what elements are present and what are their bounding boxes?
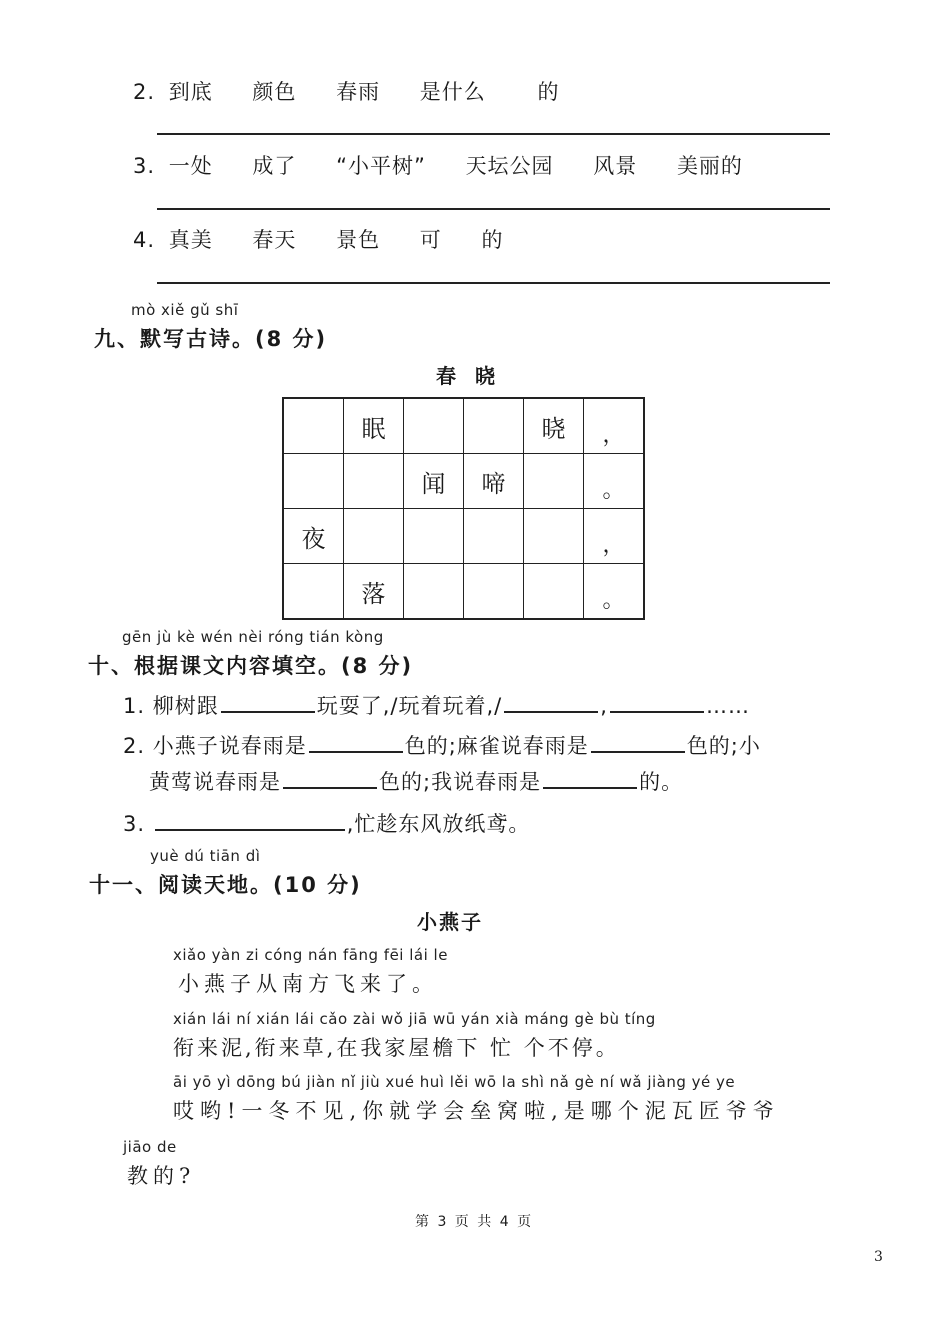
- word-chip: 的: [481, 228, 504, 252]
- word-chip: 天坛公园: [465, 154, 554, 178]
- word-chip: 春天: [252, 228, 297, 252]
- word-chip: 可: [419, 228, 442, 252]
- grid-cell[interactable]: 眠: [344, 398, 404, 454]
- word-chip: 成了: [252, 154, 297, 178]
- question-number: 3.: [133, 154, 156, 178]
- section-9-pinyin: mò xiě gǔ shī: [131, 301, 239, 319]
- section-10-pinyin: gēn jù kè wén nèi róng tián kòng: [122, 628, 384, 646]
- word-chip: 到底: [168, 80, 213, 104]
- word-chip: 春雨: [336, 80, 381, 104]
- answer-line[interactable]: [157, 208, 830, 210]
- question-number: 3.: [123, 812, 146, 836]
- answer-line[interactable]: [157, 133, 830, 135]
- grid-cell[interactable]: 啼: [464, 454, 524, 509]
- grid-cell[interactable]: [283, 454, 344, 509]
- section-9-heading: 九、默写古诗。(8 分): [94, 327, 328, 351]
- reorder-question-2: [133, 76, 591, 106]
- reading-text-line: 教的?: [127, 1164, 196, 1188]
- fill-question-2-continued: [149, 766, 683, 796]
- grid-row: [283, 509, 644, 564]
- question-number: 2.: [123, 734, 146, 758]
- question-text: ,: [600, 694, 608, 718]
- grid-cell-punctuation: ，: [584, 398, 645, 454]
- word-chip: 风景: [593, 154, 638, 178]
- reorder-question-4: [133, 224, 535, 254]
- grid-cell[interactable]: [404, 564, 464, 620]
- page-footer: 第 3 页 共 4 页: [415, 1214, 534, 1230]
- grid-cell[interactable]: [524, 454, 584, 509]
- reading-pinyin-line: jiāo de: [123, 1138, 177, 1156]
- word-chip: 景色: [336, 228, 381, 252]
- fill-blank[interactable]: [155, 809, 345, 831]
- answer-line[interactable]: [157, 282, 830, 284]
- fill-blank[interactable]: [309, 731, 403, 753]
- grid-cell[interactable]: [464, 564, 524, 620]
- grid-cell[interactable]: [283, 398, 344, 454]
- grid-cell-punctuation: 。: [584, 454, 645, 509]
- grid-cell[interactable]: 落: [344, 564, 404, 620]
- word-chip: 是什么: [419, 80, 486, 104]
- grid-cell[interactable]: [524, 564, 584, 620]
- grid-row: [283, 564, 644, 620]
- reading-pinyin-line: xián lái ní xián lái cǎo zài wǒ jiā wū yán xià máng gè bù tíng: [173, 1010, 656, 1028]
- poem-title: 春 晓: [436, 364, 501, 388]
- page-number: 3: [874, 1249, 883, 1265]
- fill-blank[interactable]: [504, 691, 598, 713]
- grid-cell-punctuation: 。: [584, 564, 645, 620]
- grid-cell[interactable]: [464, 398, 524, 454]
- fill-blank[interactable]: [221, 691, 315, 713]
- word-chip: “小平树”: [336, 154, 426, 178]
- grid-cell[interactable]: [283, 564, 344, 620]
- grid-cell[interactable]: [344, 509, 404, 564]
- grid-cell[interactable]: [404, 509, 464, 564]
- grid-cell[interactable]: [344, 454, 404, 509]
- question-text: 柳树跟: [152, 694, 219, 718]
- word-chip: 一处: [168, 154, 213, 178]
- word-chip: 真美: [168, 228, 213, 252]
- section-11-pinyin: yuè dú tiān dì: [150, 847, 261, 865]
- grid-cell[interactable]: 闻: [404, 454, 464, 509]
- reading-title: 小燕子: [417, 910, 483, 934]
- poem-grid: [282, 397, 645, 620]
- grid-cell-punctuation: ，: [584, 509, 645, 564]
- grid-cell[interactable]: [524, 509, 584, 564]
- question-number: 1.: [123, 694, 146, 718]
- grid-row: [283, 454, 644, 509]
- fill-question-1: [123, 690, 750, 720]
- reorder-question-3: [133, 150, 775, 180]
- grid-row: [283, 398, 644, 454]
- fill-blank[interactable]: [591, 731, 685, 753]
- word-chip: 的: [537, 80, 560, 104]
- grid-cell[interactable]: [404, 398, 464, 454]
- fill-blank[interactable]: [283, 767, 377, 789]
- question-text: 色的;我说春雨是: [379, 770, 542, 794]
- reading-text-line: 衔来泥,衔来草,在我家屋檐下 忙 个不停。: [173, 1036, 620, 1060]
- question-text: 色的;小: [686, 734, 761, 758]
- question-text: 的。: [639, 770, 684, 794]
- reading-pinyin-line: xiǎo yàn zi cóng nán fāng fēi lái le: [173, 946, 448, 964]
- fill-blank[interactable]: [543, 767, 637, 789]
- fill-question-2: [123, 730, 761, 760]
- fill-blank[interactable]: [610, 691, 704, 713]
- question-number: 2.: [133, 80, 156, 104]
- grid-cell[interactable]: [464, 509, 524, 564]
- question-text: 黄莺说春雨是: [149, 770, 281, 794]
- question-text: ,忙趁东风放纸鸢。: [346, 812, 531, 836]
- question-text: 玩耍了,/玩着玩着,/: [316, 694, 503, 718]
- grid-cell[interactable]: 晓: [524, 398, 584, 454]
- question-text: ……: [705, 694, 750, 718]
- word-chip: 颜色: [252, 80, 297, 104]
- reading-text-line: 小燕子从南方飞来了。: [178, 972, 438, 996]
- section-10-heading: 十、根据课文内容填空。(8 分): [88, 654, 414, 678]
- word-chip: 美丽的: [676, 154, 743, 178]
- section-11-heading: 十一、阅读天地。(10 分): [89, 873, 362, 897]
- reading-text-line: 哎哟!一冬不见,你就学会垒窝啦,是哪个泥瓦匠爷爷: [173, 1099, 780, 1123]
- question-text: 小燕子说春雨是: [152, 734, 307, 758]
- question-number: 4.: [133, 228, 156, 252]
- grid-cell[interactable]: 夜: [283, 509, 344, 564]
- fill-question-3: [123, 808, 530, 838]
- question-text: 色的;麻雀说春雨是: [404, 734, 589, 758]
- reading-pinyin-line: āi yō yì dōng bú jiàn nǐ jiù xué huì lěi wō la shì nǎ gè ní wǎ jiàng yé ye: [173, 1073, 736, 1091]
